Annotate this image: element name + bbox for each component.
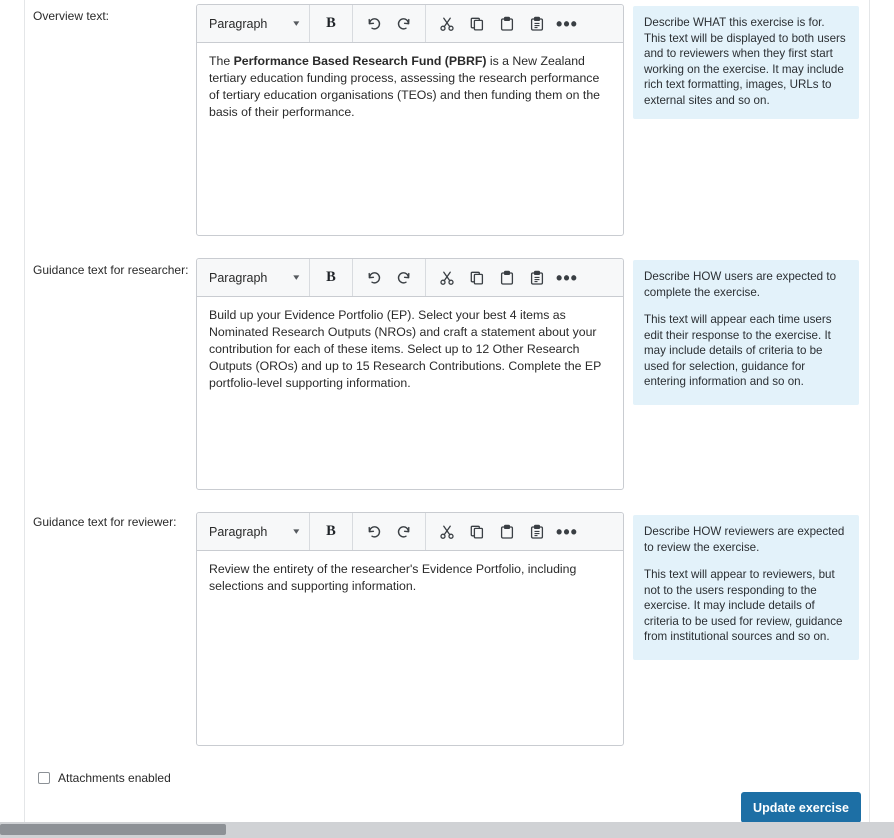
help-text: This text will appear to reviewers, but not to the users responding to the exercise. It may include details of criteria to be used for review, guidance from institutional sources and so on. xyxy=(644,568,843,643)
paste-icon[interactable] xyxy=(492,263,522,293)
form-left-border xyxy=(24,0,25,822)
editor-toolbar xyxy=(197,513,623,551)
paragraph-style-select[interactable] xyxy=(203,12,303,36)
editor-content-guidance-researcher[interactable] xyxy=(197,297,623,490)
toolbar-group-style xyxy=(197,5,310,42)
cut-icon[interactable] xyxy=(432,263,462,293)
paste-icon[interactable] xyxy=(492,9,522,39)
redo-icon[interactable] xyxy=(389,263,419,293)
toolbar-group-format xyxy=(310,513,353,550)
undo-icon[interactable] xyxy=(359,263,389,293)
label-overview-text: Overview text: xyxy=(33,9,110,23)
bold-icon[interactable]: B xyxy=(326,523,336,539)
chevron-down-icon: ▾ xyxy=(293,526,300,536)
attachments-enabled-checkbox[interactable] xyxy=(38,772,50,784)
horizontal-scrollbar-thumb[interactable] xyxy=(0,824,226,835)
editor-paragraph: Build up your Evidence Portfolio (EP). Select your best 4 items as Nominated Research Outputs (NROs) and craft a statement about your contribution for each of these items. Select up to 12 Other Research Outputs (OROs) and up to 15 Research Contributions. Complete the EP portfolio-level supporting information. xyxy=(209,308,602,390)
update-exercise-button[interactable]: Update exercise xyxy=(741,792,861,823)
copy-icon[interactable] xyxy=(462,9,492,39)
paragraph-style-select[interactable] xyxy=(203,266,303,290)
paragraph-style-select[interactable] xyxy=(203,520,303,544)
bold-icon[interactable]: B xyxy=(326,15,336,31)
chevron-down-icon: ▾ xyxy=(293,272,300,282)
bold-icon[interactable]: B xyxy=(326,269,336,285)
redo-icon[interactable] xyxy=(389,517,419,547)
attachments-enabled-row[interactable] xyxy=(38,771,171,785)
copy-icon[interactable] xyxy=(462,517,492,547)
cut-icon[interactable] xyxy=(432,9,462,39)
toolbar-group-history xyxy=(353,5,426,42)
redo-icon[interactable] xyxy=(389,9,419,39)
undo-icon[interactable] xyxy=(359,9,389,39)
toolbar-group-clipboard xyxy=(426,5,588,42)
paragraph-style-value: Paragraph xyxy=(209,524,268,539)
toolbar-group-format xyxy=(310,5,353,42)
editor-toolbar xyxy=(197,5,623,43)
cut-icon[interactable] xyxy=(432,517,462,547)
chevron-down-icon: ▾ xyxy=(293,18,300,28)
paragraph-style-value: Paragraph xyxy=(209,16,268,31)
toolbar-group-history xyxy=(353,259,426,296)
help-text: This text will appear each time users edit their response to the exercise. It may include details of criteria to be used for selection, guidance for entering information and so on. xyxy=(644,313,832,388)
help-text: Describe WHAT this exercise is for. This text will be displayed to both users and to reviewers when they first start working on the exercise. It may include rich text formatting, images, URLs to external sites and so on. xyxy=(644,16,846,107)
paste-as-text-icon[interactable] xyxy=(522,517,552,547)
more-options-icon[interactable]: ••• xyxy=(556,521,578,542)
more-options-icon[interactable]: ••• xyxy=(556,267,578,288)
editor-paragraph: Review the entirety of the researcher's Evidence Portfolio, including selections and supporting information. xyxy=(209,562,577,593)
editor-content-guidance-reviewer[interactable] xyxy=(197,551,623,746)
label-guidance-reviewer: Guidance text for reviewer: xyxy=(33,515,177,529)
toolbar-group-format xyxy=(310,259,353,296)
toolbar-group-style xyxy=(197,259,310,296)
copy-icon[interactable] xyxy=(462,263,492,293)
more-options-icon[interactable]: ••• xyxy=(556,13,578,34)
editor-guidance-reviewer[interactable] xyxy=(196,512,624,746)
help-panel-guidance-researcher xyxy=(633,260,859,405)
editor-toolbar xyxy=(197,259,623,297)
undo-icon[interactable] xyxy=(359,517,389,547)
help-text: Describe HOW users are expected to complete the exercise. xyxy=(644,270,837,299)
help-panel-overview-text xyxy=(633,6,859,119)
paste-as-text-icon[interactable] xyxy=(522,263,552,293)
editor-overview-text[interactable] xyxy=(196,4,624,236)
label-guidance-researcher: Guidance text for researcher: xyxy=(33,263,189,277)
toolbar-group-history xyxy=(353,513,426,550)
help-text: Describe HOW reviewers are expected to review the exercise. xyxy=(644,525,845,554)
attachments-enabled-label: Attachments enabled xyxy=(58,771,171,785)
toolbar-group-clipboard xyxy=(426,513,588,550)
toolbar-group-style xyxy=(197,513,310,550)
toolbar-group-clipboard xyxy=(426,259,588,296)
paste-icon[interactable] xyxy=(492,517,522,547)
editor-content-overview-text[interactable]: The Performance Based Research Fund (PBRF) is a New Zealand tertiary education funding process, assessing the research performance of tertiary education organisations (TEOs) and then funding them on the basis of their performance. xyxy=(209,54,600,119)
page-right-edge xyxy=(888,0,894,822)
help-panel-guidance-reviewer xyxy=(633,515,859,660)
paste-as-text-icon[interactable] xyxy=(522,9,552,39)
form-right-border xyxy=(869,0,870,822)
editor-guidance-researcher[interactable] xyxy=(196,258,624,490)
paragraph-style-value: Paragraph xyxy=(209,270,268,285)
